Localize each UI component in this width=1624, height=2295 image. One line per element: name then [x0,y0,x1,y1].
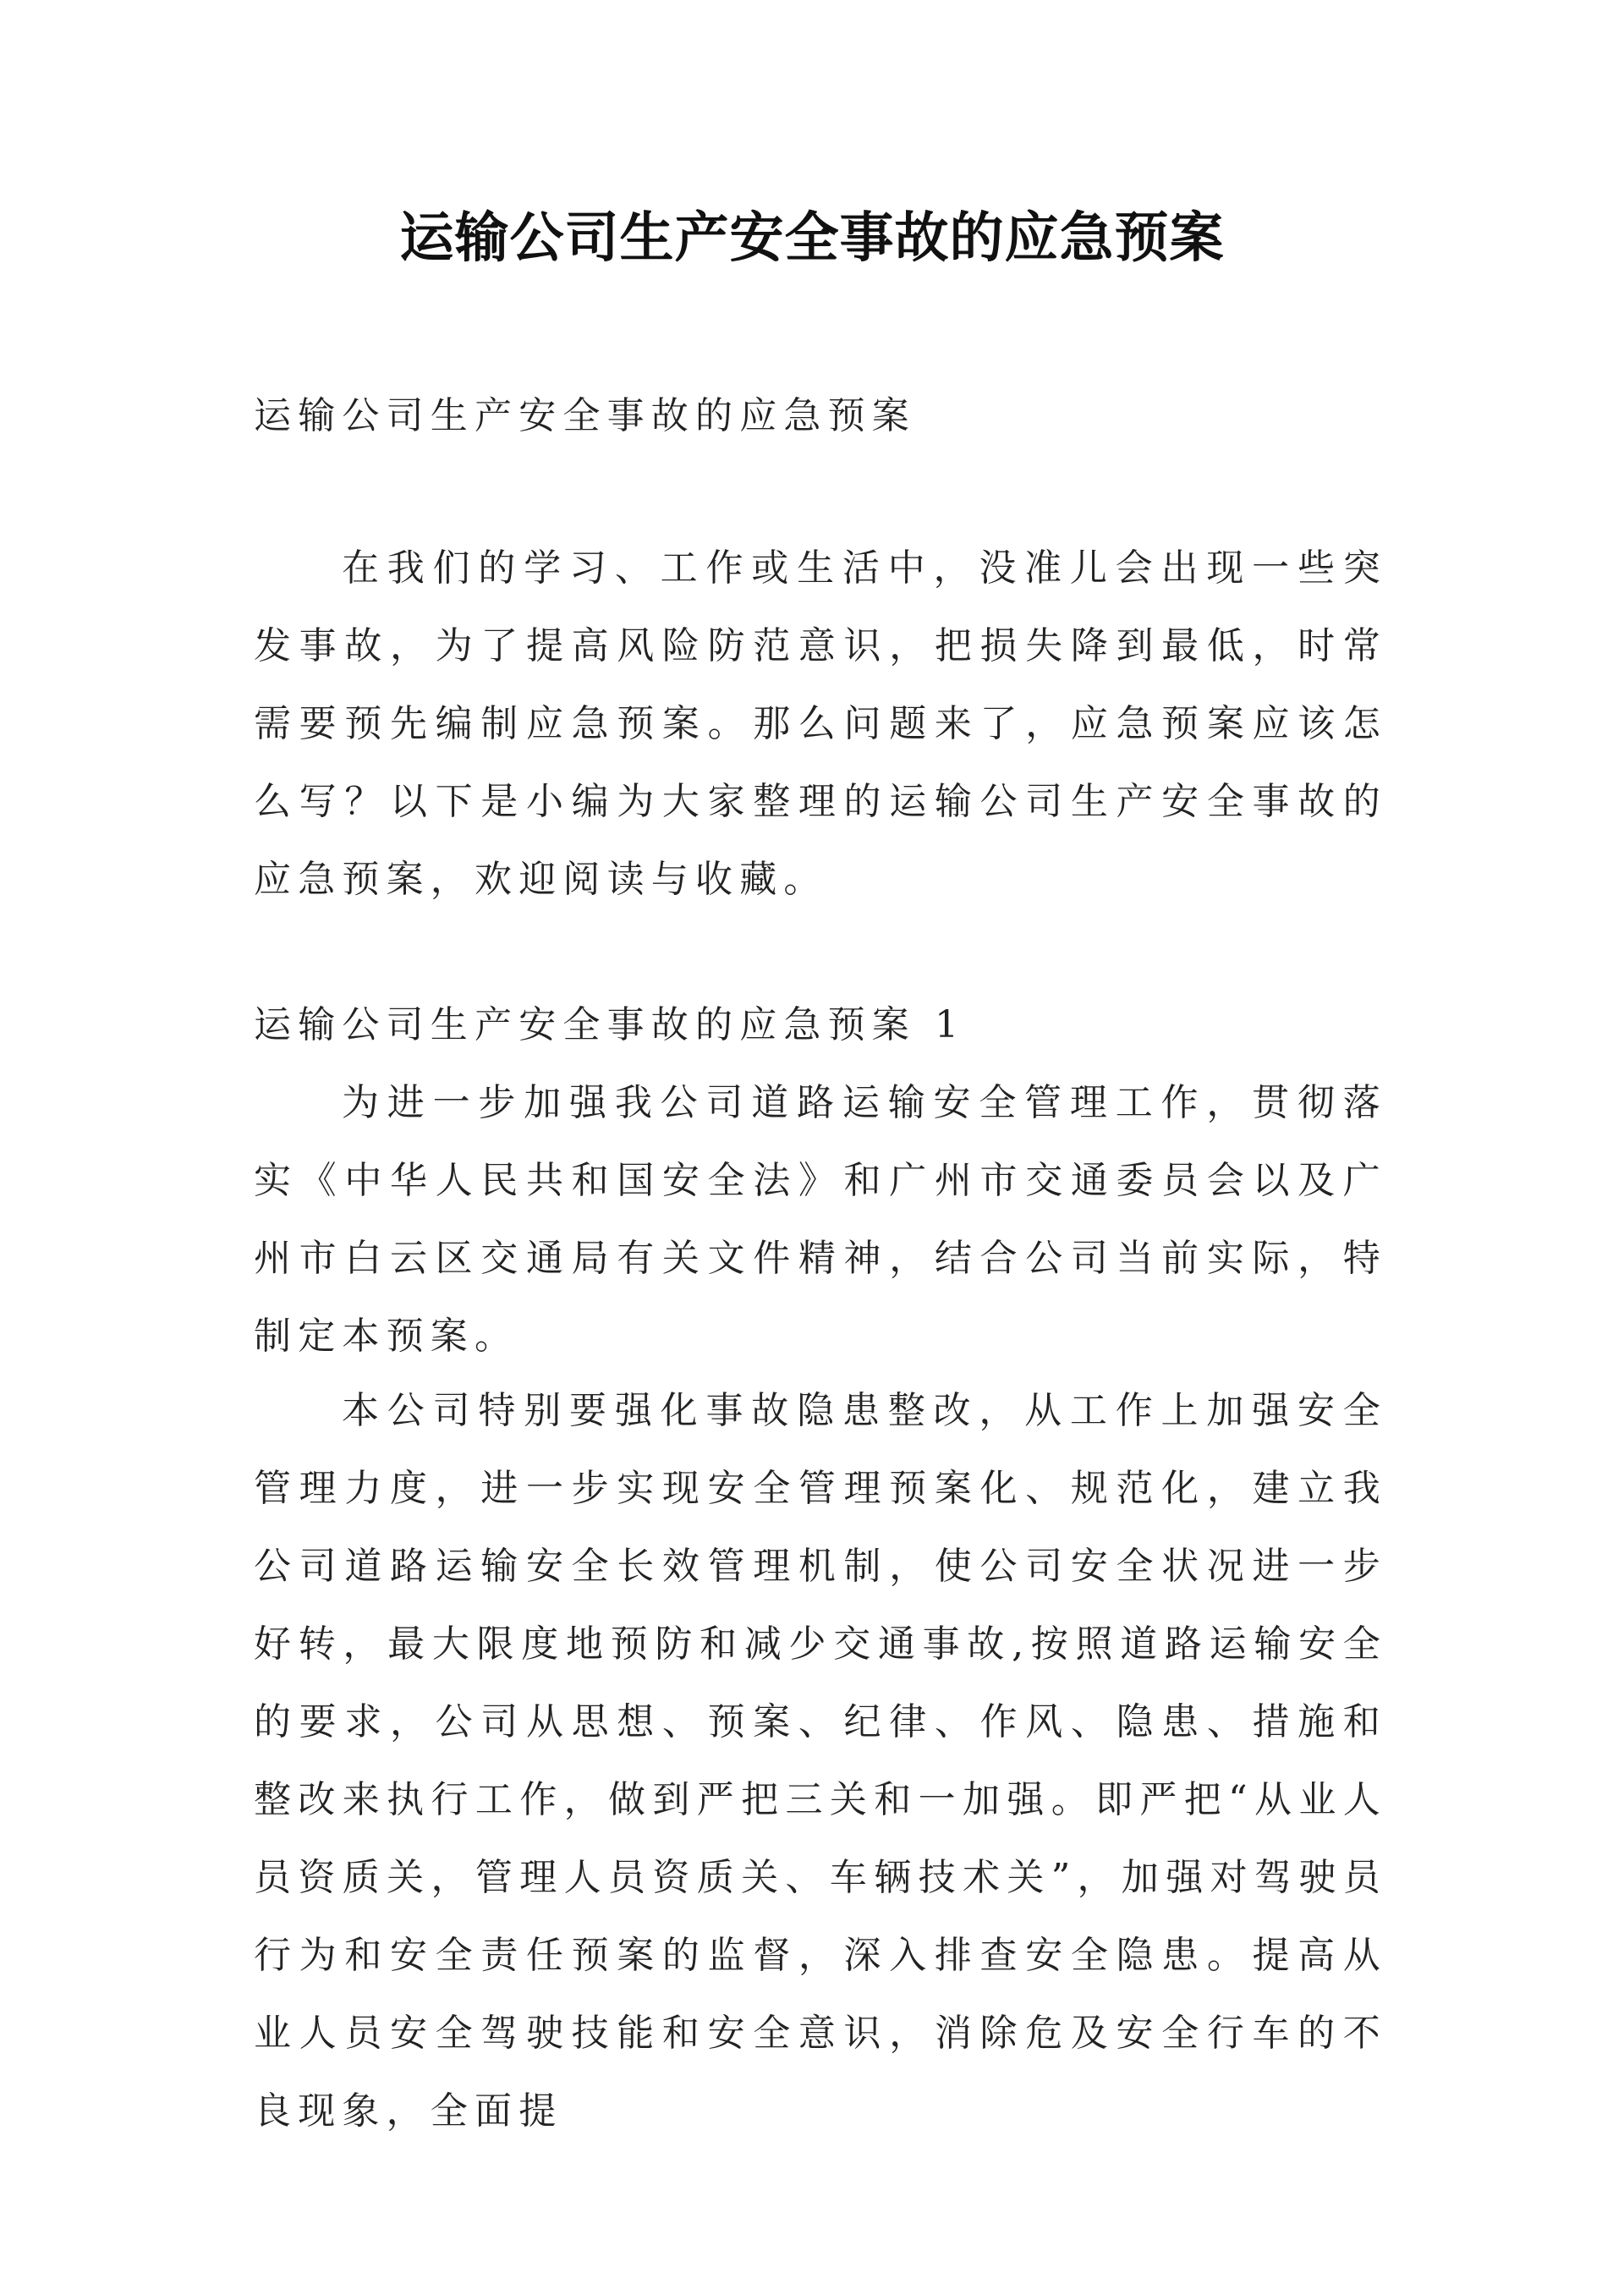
section-heading: 运输公司生产安全事故的应急预案 1 [254,1003,966,1046]
intro-paragraph: 在我们的学习、工作或生活中，没准儿会出现一些突发事故，为了提高风险防范意识，把损失降到最低，时常需要预先编制应急预案。那么问题来了，应急预案应该怎么写？以下是小编为大家整理的运输公司生产安全事故的应急预案，欢迎阅读与收藏。 [254,546,1387,901]
document-subtitle: 运输公司生产安全事故的应急预案 [254,394,916,437]
document-title: 运输公司生产安全事故的应急预案 [399,207,1225,270]
body-paragraph: 为进一步加强我公司道路运输安全管理工作，贯彻落实《中华人民共和国安全法》和广州市交通委员会以及广州市白云区交通局有关文件精神，结合公司当前实际，特制定本预案。 [254,1081,1387,1358]
body-paragraph: 本公司特别要强化事故隐患整改，从工作上加强安全管理力度，进一步实现安全管理预案化、规范化，建立我公司道路运输安全长效管理机制，使公司安全状况进一步好转，最大限度地预防和减少交通事故,按照道路运输安全的要求，公司从思想、预案、纪律、作风、隐患、措施和整改来执行工作，做到严把三关和一加强。即严把“从业人员资质关，管理人员资质关、车辆技术关”，加强对驾驶员行为和安全责任预案的监督，深入排查安全隐患。提高从业人员安全驾驶技能和安全意识，消除危及安全行车的不良现象，全面提 [254,1389,1387,2133]
